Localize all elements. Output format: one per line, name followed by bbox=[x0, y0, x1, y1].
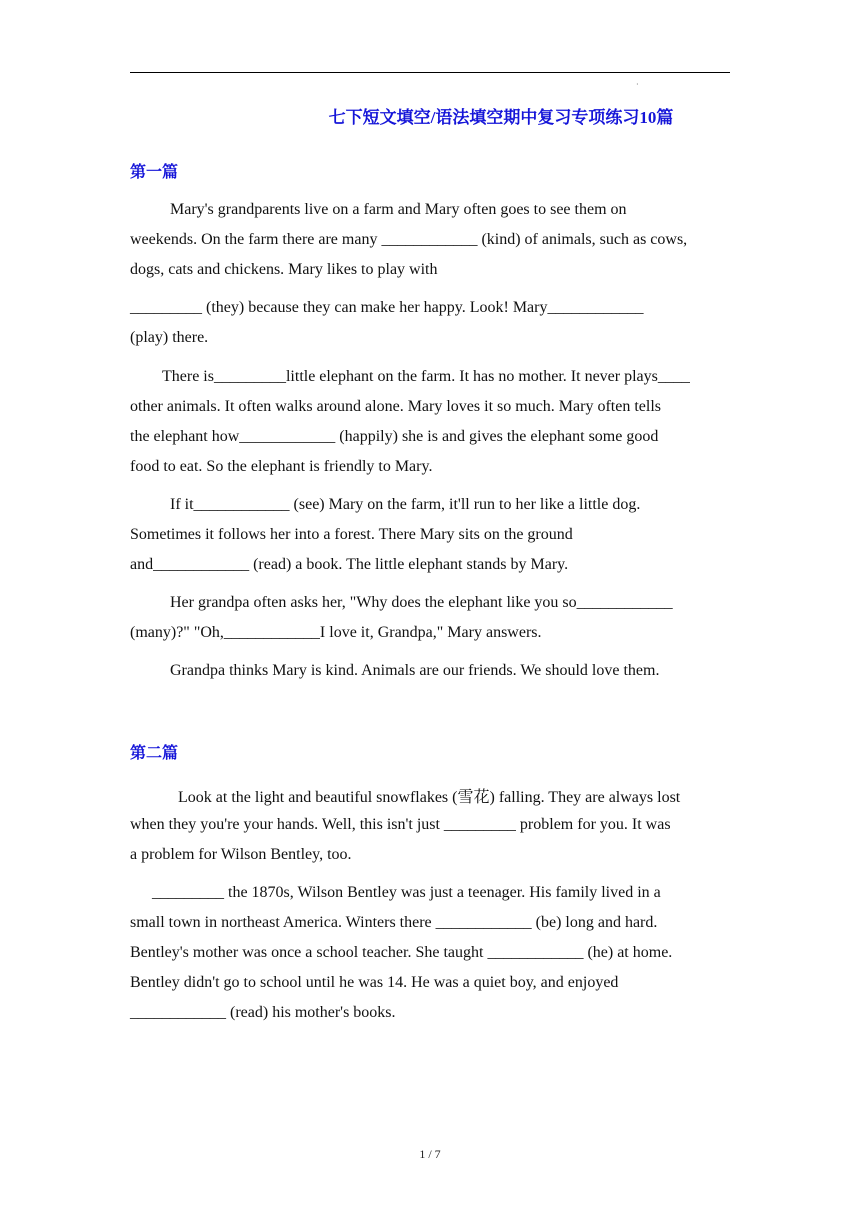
page-number: 1 / 7 bbox=[419, 1147, 441, 1161]
s1-line-13: Her grandpa often asks her, "Why does the elephant like you so____________ bbox=[170, 594, 673, 611]
header-rule bbox=[130, 72, 730, 73]
s1-line-6: There is_________little elephant on the farm. It has no mother. It never plays____ bbox=[162, 368, 690, 385]
s1-line-5: (play) there. bbox=[130, 329, 209, 346]
s2-line-2: when they you're your hands. Well, this isn't just _________ problem for you. It was bbox=[130, 816, 671, 833]
s1-line-2: weekends. On the farm there are many ____________ (kind) of animals, such as cows, bbox=[130, 231, 688, 248]
s2-line-7: Bentley didn't go to school until he was 14. He was a quiet boy, and enjoyed bbox=[130, 974, 619, 991]
s1-line-1: Mary's grandparents live on a farm and Mary often goes to see them on bbox=[170, 201, 627, 218]
s2-line-8: ____________ (read) his mother's books. bbox=[130, 1004, 396, 1021]
document-title: 七下短文填空/语法填空期中复习专项练习10篇 bbox=[328, 108, 674, 127]
s1-line-10: If it____________ (see) Mary on the farm, it'll run to her like a little dog. bbox=[170, 496, 641, 513]
s1-line-15: Grandpa thinks Mary is kind. Animals are our friends. We should love them. bbox=[170, 662, 660, 679]
s2-line-6: Bentley's mother was once a school teacher. She taught ____________ (he) at home. bbox=[130, 944, 673, 961]
s1-line-9: food to eat. So the elephant is friendly to Mary. bbox=[130, 458, 433, 475]
s1-line-3: dogs, cats and chickens. Mary likes to play with bbox=[130, 261, 438, 278]
s1-line-11: Sometimes it follows her into a forest. There Mary sits on the ground bbox=[130, 526, 573, 543]
s1-line-12: and____________ (read) a book. The little elephant stands by Mary. bbox=[130, 556, 569, 573]
s2-line-5: small town in northeast America. Winters there ____________ (be) long and hard. bbox=[130, 914, 658, 931]
s1-line-14: (many)?" "Oh,____________I love it, Grandpa," Mary answers. bbox=[130, 624, 542, 641]
s2-line-3: a problem for Wilson Bentley, too. bbox=[130, 846, 352, 863]
s1-line-7: other animals. It often walks around alone. Mary loves it so much. Mary often tells bbox=[130, 398, 661, 415]
section1-heading: 第一篇 bbox=[130, 164, 179, 181]
s1-line-4: _________ (they) because they can make her happy. Look! Mary____________ bbox=[130, 299, 644, 316]
header-dot: · bbox=[636, 80, 639, 89]
s1-line-8: the elephant how____________ (happily) she is and gives the elephant some good bbox=[130, 428, 659, 445]
section2-heading: 第二篇 bbox=[130, 745, 179, 762]
s2-line-4: _________ the 1870s, Wilson Bentley was just a teenager. His family lived in a bbox=[152, 884, 661, 901]
s2-line-1: Look at the light and beautiful snowflakes (雪花) falling. They are always lost bbox=[178, 789, 681, 806]
